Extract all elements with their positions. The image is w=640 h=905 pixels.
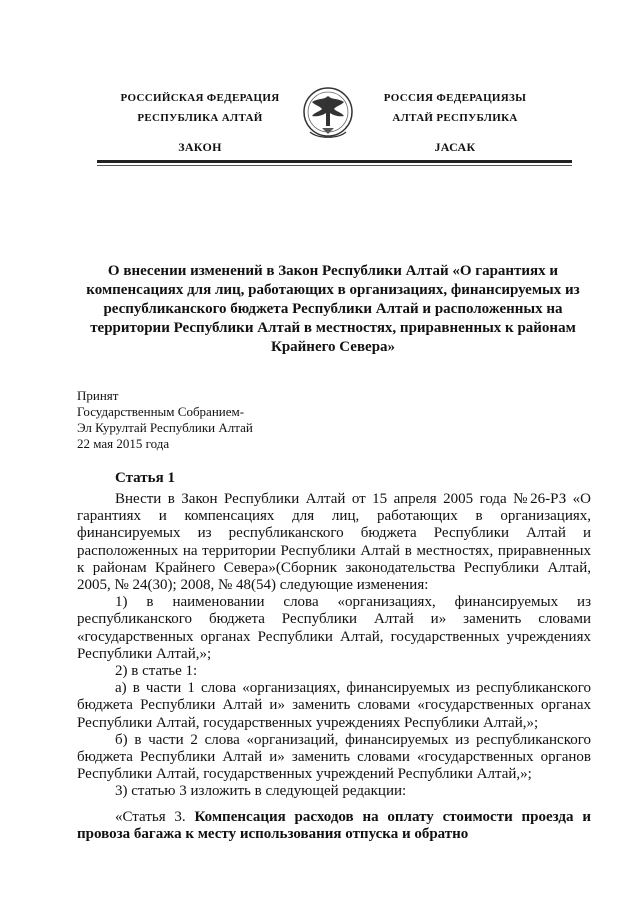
law-title: О внесении изменений в Закон Республики Алтай «О гарантиях и компенсациях для лиц, работающих в организациях, финансируемых из республиканского бюджета Республики Алтай и расположенных на территории Республики Алтай в местностях, приравненных к районам Крайнего Севера» <box>86 263 580 355</box>
adopted-label: Принят <box>77 388 119 403</box>
adopted-by-line1: Государственным Собранием- <box>77 404 245 419</box>
article-paragraph: 2) в статье 1: <box>115 663 198 680</box>
article-paragraph <box>77 809 591 843</box>
article-body <box>77 491 591 843</box>
altai-coat-of-arms-icon <box>302 82 354 144</box>
adoption-info <box>77 388 253 452</box>
header-divider-thick <box>97 160 572 163</box>
header-right <box>350 88 560 157</box>
header-left <box>100 88 300 157</box>
adopted-date: 22 мая 2015 года <box>77 436 170 451</box>
header-divider-thin <box>97 165 572 166</box>
header-left-country: РОССИЙСКАЯ ФЕДЕРАЦИЯ <box>120 92 280 104</box>
header-right-doctype: JАСАК <box>434 140 476 154</box>
adopted-by-line2: Эл Курултай Республики Алтай <box>77 420 253 435</box>
quoted-article-title: Компенсация расходов на оплату стоимости проезда и провоза багажа к месту использования отпуска и обратно <box>77 808 591 842</box>
quoted-article-prefix: «Статья 3. <box>115 808 195 825</box>
header-left-republic: РЕСПУБЛИКА АЛТАЙ <box>137 112 263 124</box>
article-paragraph: 3) статью 3 изложить в следующей редакции: <box>115 783 407 800</box>
article-paragraph: 1) в наименовании слова «организациях, финансируемых из республиканского бюджета Республики Алтай и» заменить словами «государственных органах Республики Алтай, государственных учреждениях Республики Алтай,»; <box>77 594 591 662</box>
article-heading: Статья 1 <box>115 470 175 486</box>
header-right-republic: АЛТАЙ РЕСПУБЛИКА <box>392 112 518 124</box>
article-paragraph: а) в части 1 слова «организациях, финансируемых из республиканского бюджета Республики Алтай и» заменить словами «государственных органах Республики Алтай, государственных учреждениях Республики Алтай,»; <box>77 680 591 731</box>
header-left-doctype: ЗАКОН <box>178 140 222 154</box>
article-paragraph: Внести в Закон Республики Алтай от 15 апреля 2005 года №26-РЗ «О гарантиях и компенсациях для лиц, работающих в организациях, финансируемых из республиканского бюджета Республики Алтай и расположенных на территории Республики Алтай в местностях, приравненных к районам Крайнего Севера»(Сборник законодательства Республики Алтай, 2005, № 24(30); 2008, № 48(54) следующие изменения: <box>77 491 591 594</box>
article-paragraph: б) в части 2 слова «организаций, финансируемых из республиканского бюджета Республики Алтай и» заменить словами «государственных органов Республики Алтай, государственных учреждений Республики Алтай,»; <box>77 731 591 783</box>
header-right-country: РОССИЯ ФЕДЕРАЦИЯЗЫ <box>383 92 527 104</box>
